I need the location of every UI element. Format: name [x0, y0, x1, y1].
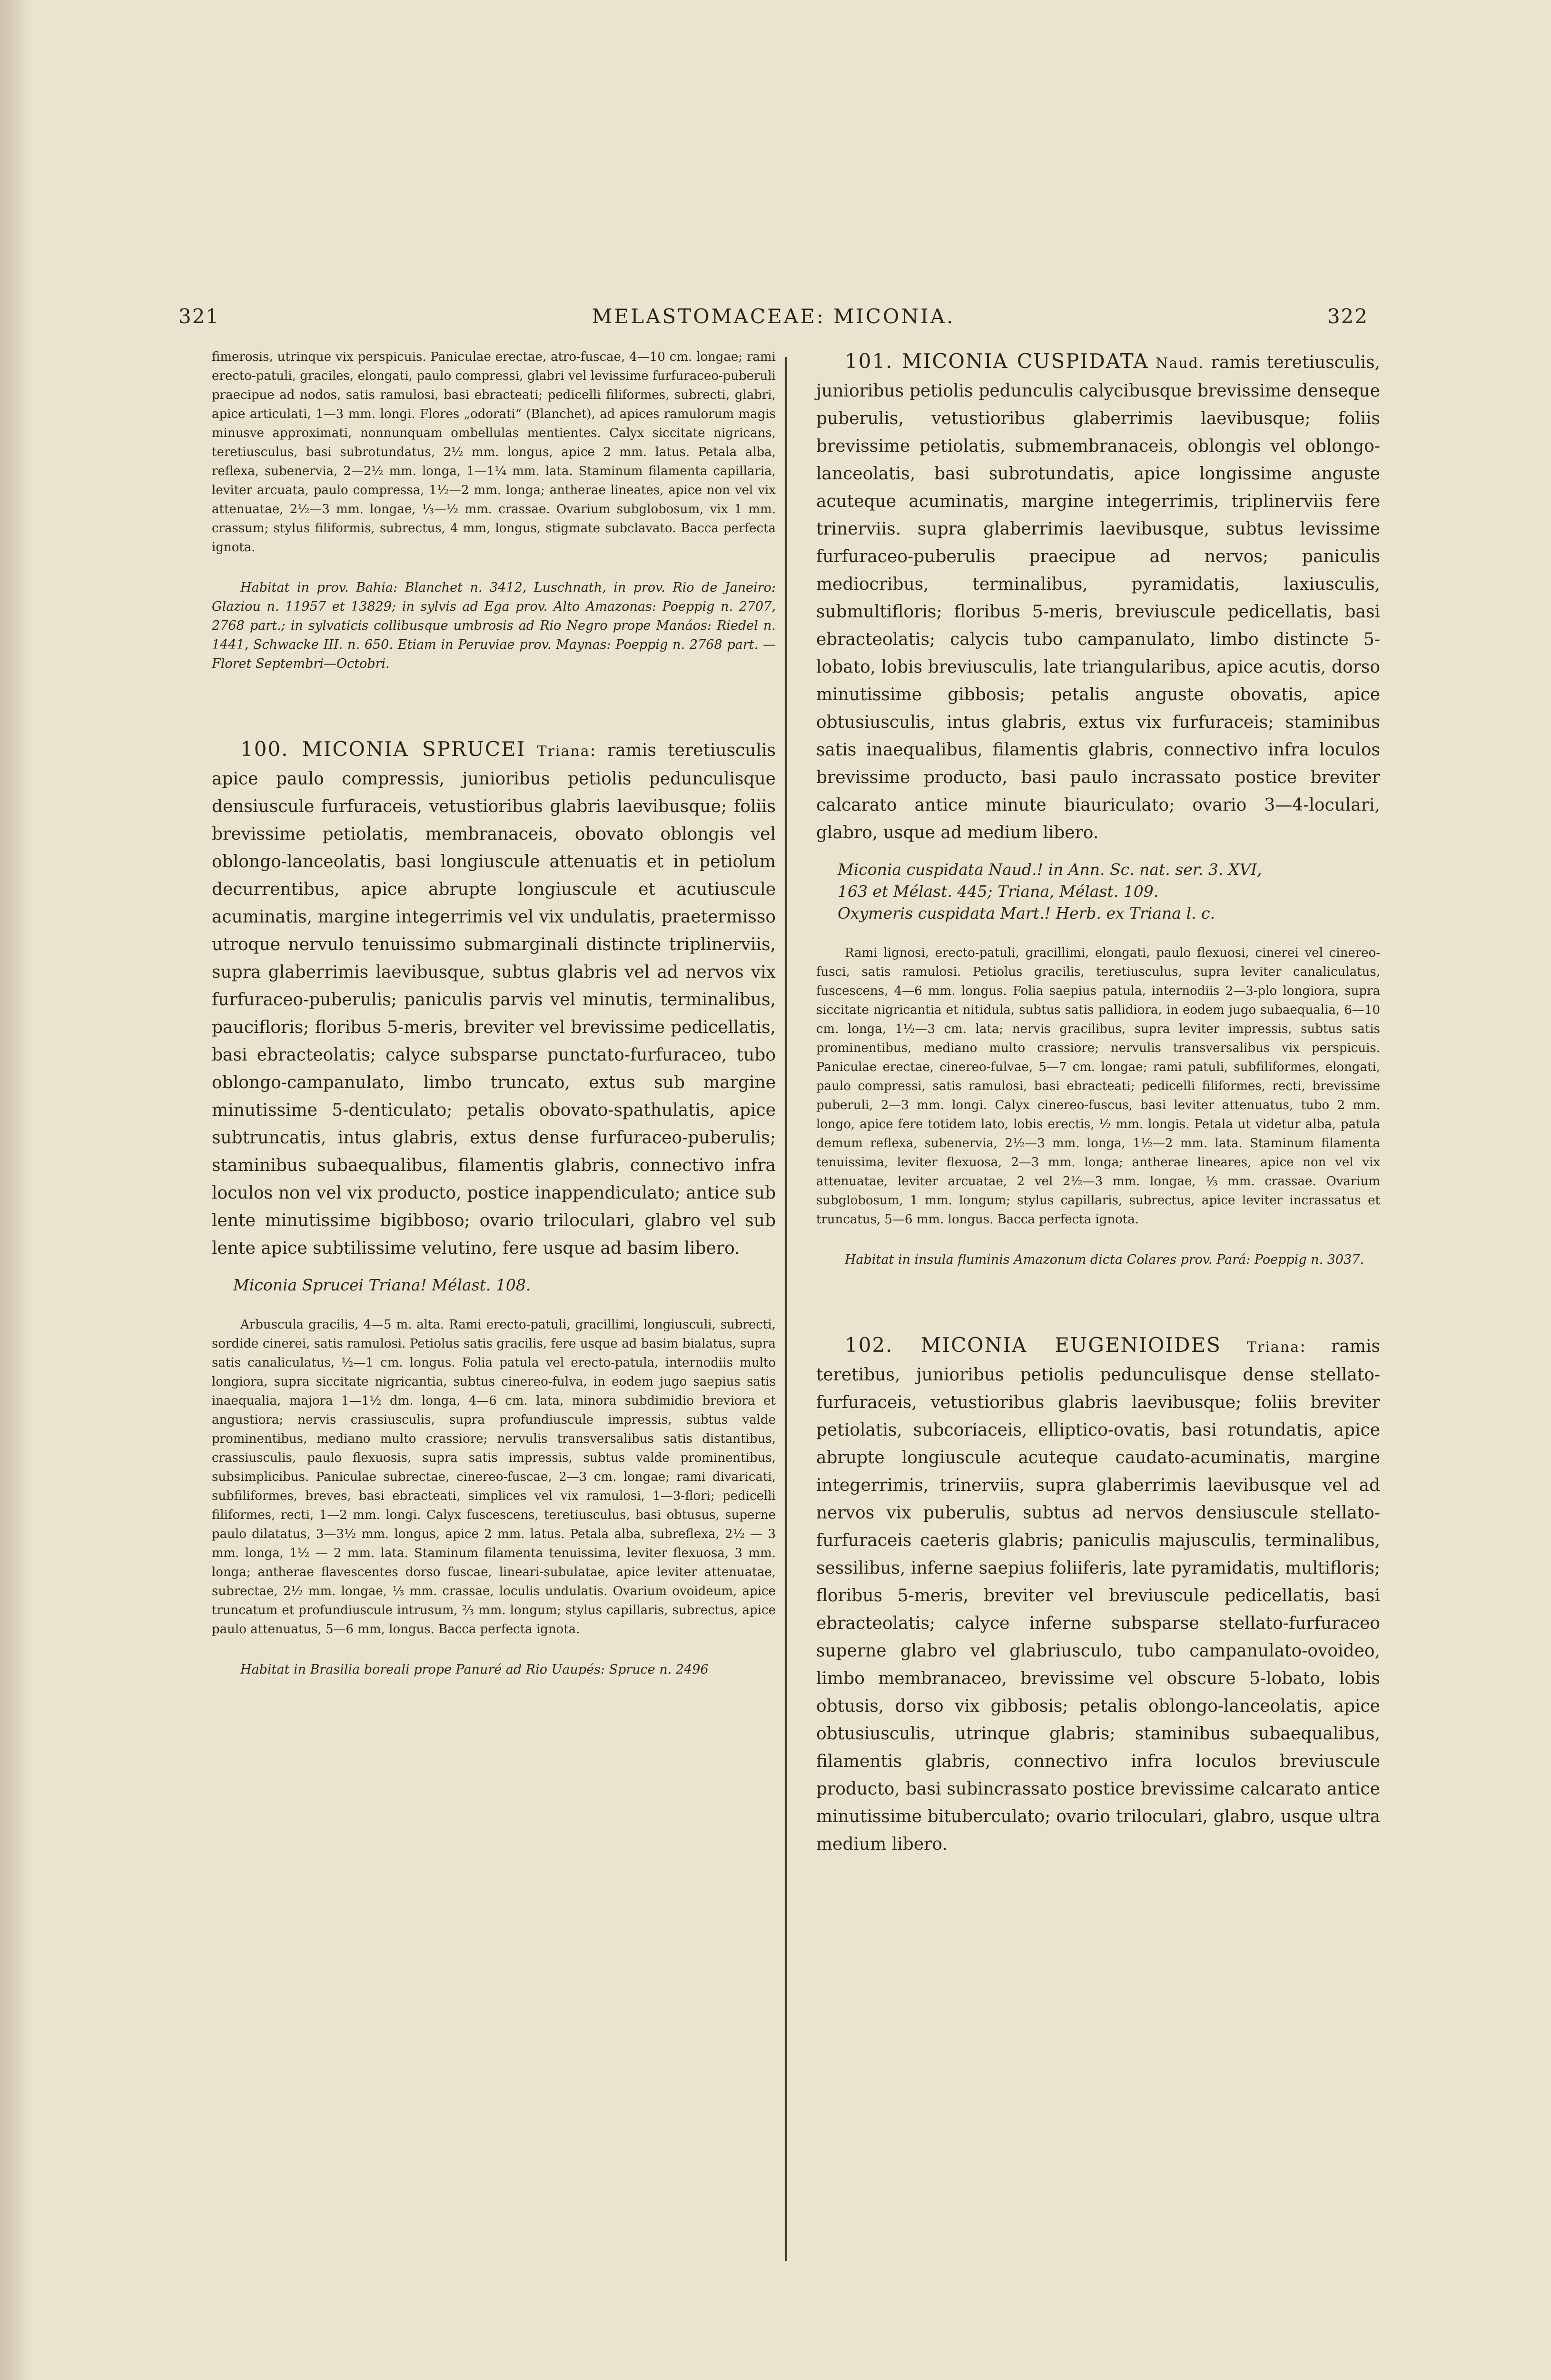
species-101-reference-3: Oxymeris cuspidata Mart.! Herb. ex Triana l. c.	[838, 904, 1215, 922]
left-page-number: 321	[178, 305, 220, 328]
species-101-title: 101. MICONIA CUSPIDATA	[845, 349, 1149, 373]
column-divider	[785, 357, 787, 2261]
gutter-shadow	[0, 0, 33, 2380]
page-header	[178, 305, 1368, 333]
species-100-title: 100. MICONIA SPRUCEI	[240, 737, 526, 761]
species-102-title: 102. MICONIA EUGENIOIDES	[845, 1333, 1221, 1357]
species-101-reference-2: 163 et Mélast. 445; Triana, Mélast. 109.	[838, 882, 1159, 901]
species-100-reference: Miconia Sprucei Triana! Mélast. 108.	[233, 1276, 531, 1294]
species-101-habitat: Habitat in insula fluminis Amazonum dicta Colares prov. Pará: Poeppig n. 3037.	[845, 1252, 1364, 1267]
species-101-author: Naud.	[1156, 355, 1205, 372]
species-101-references	[816, 859, 1380, 924]
species-100-description: Arbuscula gracilis, 4—5 m. alta. Rami erecto-patuli, gracillimi, longiusculi, subrecti, sordide cinerei, satis ramulosi. Petiolus satis gracilis, fere usque ad basim bialatus, supra satis canaliculatus, ½—1 cm. longus. Folia patula vel erecto-patula, internodiis multo longiora, supra siccitate nigricantia, subtus cinereo-fulva, in eodem jugo saepius satis inaequalia, majora 1—1½ dm. longa, 4—6 cm. lata, minora subdimidio breviora et angustiora; nervis crassiusculis, supra profundiuscule impressis, subtus valde prominentibus, mediano multo crassiore; nervulis transversalibus satis distantibus, crassiusculis, paulo flexuosis, supra satis impressis, subtus valde prominentibus, subsimplicibus. Paniculae subrectae, cinereo-fuscae, 2—3 cm. longae; rami divaricati, subfiliformes, breves, basi ebracteati, simplices vel vix ramulosi, 1—3-flori; pedicelli filiformes, recti, 1—2 mm. longi. Calyx fuscescens, teretiusculus, basi obtusus, superne paulo dilatatus, 3—3½ mm. longus, apice 2 mm. latus. Petala alba, subreflexa, 2½ — 3 mm. longa, 1½ — 2 mm. lata. Staminum filamenta tenuissima, leviter flexuosa, 3 mm. longa; antherae flavescentes dorso fuscae, lineari-subulatae, apice leviter attenuatae, subrectae, 2½ mm. longae, ⅓ mm. crassae, loculis undulatis. Ovarium ovoideum, apice truncatum et profundiuscule intrusum, ⅔ mm. longum; stylus capillaris, subrectus, apice paulo attenuatus, 5—6 mm, longus. Bacca perfecta ignota.	[212, 1318, 776, 1636]
running-title: MELASTOMACEAE: MICONIA.	[592, 305, 955, 328]
species-101-description: Rami lignosi, erecto-patuli, gracillimi, elongati, paulo flexuosi, cinerei vel cinereo-fusci, satis ramulosi. Petiolus gracilis, teretiusculus, supra leviter canaliculatus, fuscescens, 4—6 mm. longus. Folia saepius patula, internodiis 2—3-plo longiora, supra siccitate nigricantia et nitidula, subtus satis pallidiora, in eodem jugo subaequalia, 6—10 cm. longa, 1½—3 cm. lata; nervis gracilibus, supra leviter impressis, subtus satis prominentibus, mediano multo crassiore; nervulis transversalibus vix perspicuis. Paniculae erectae, cinereo-fulvae, 5—7 cm. longae; rami patuli, subfiliformes, elongati, paulo compressi, satis ramulosi, basi ebracteati; pedicelli filiformes, recti, brevissime puberuli, 2—3 mm. longi. Calyx cinereo-fuscus, basi leviter attenuatus, tubo 2 mm. longo, apice fere totidem lato, lobis erectis, ½ mm. longis. Petala ut videtur alba, patula demum reflexa, subenervia, 2½—3 mm. longa, 1½—2 mm. lata. Staminum filamenta tenuissima, leviter flexuosa, 2—3 mm. longa; antherae lineares, apice non vel vix attenuatae, leviter arcuatae, 2 vel 2½—3 mm. longae, ⅓ mm. crassae. Ovarium subglobosum, 1 mm. longum; stylus capillaris, subrectus, apice leviter incrassatus et truncatus, 5—6 mm. longus. Bacca perfecta ignota.	[816, 946, 1380, 1227]
continuation-habitat: Habitat in prov. Bahia: Blanchet n. 3412, Luschnath, in prov. Rio de Janeiro: Glaziou n. 11957 et 13829; in sylvis ad Ega prov. Alto Amazonas: Poeppig n. 2707, 2768 part.; in sylvaticis collibusque umbrosis ad Rio Negro prope Manáos: Riedel n. 1441, Schwacke III. n. 650. Etiam in Peruviae prov. Maynas: Poeppig n. 2768 part. — Floret Septembri—Octobri.	[212, 580, 776, 671]
species-102-author: Triana	[1246, 1339, 1300, 1356]
species-100-diagnosis: : ramis teretiusculis apice paulo compressis, junioribus petiolis pedunculisque densiuscule furfuraceis, vetustioribus glabris laevibusque; foliis brevissime petiolatis, membranaceis, obovato oblongis vel oblongo-lanceolatis, basi longiuscule attenuatis et in petiolum decurrentibus, apice abrupte longiuscule et acutiuscule acuminatis, margine integerrimis vel vix undulatis, praetermisso utroque nervulo tenuissimo submarginali distincte triplinerviis, supra glaberrimis laevibusque, subtus glabris vel ad nervos vix furfuraceo-puberulis; paniculis parvis vel minutis, terminalibus, paucifloris; floribus 5-meris, breviter vel brevissime pedicellatis, basi ebracteolatis; calyce subsparse punctato-furfuraceo, tubo oblongo-campanulato, limbo truncato, extus sub margine minutissime 5-denticulato; petalis obovato-spathulatis, apice subtruncatis, intus glabris, extus dense furfuraceo-puberulis; staminibus subaequalibus, filamentis glabris, connectivo infra loculos non vel vix producto, postice inappendiculato; antice sub lente minutissime bigibboso; ovario triloculari, glabro vel sub lente apice subtilissime velutino, fere usque ad basim libero.	[212, 741, 776, 1258]
right-column	[816, 347, 1380, 1858]
species-101-reference-1: Miconia cuspidata Naud.! in Ann. Sc. nat. ser. 3. XVI,	[838, 860, 1262, 879]
species-102-entry	[816, 1331, 1380, 1858]
species-100-habitat: Habitat in Brasilia boreali prope Panuré ad Rio Uaupés: Spruce n. 2496	[240, 1662, 709, 1677]
species-100-author: Triana	[537, 743, 590, 760]
species-102-diagnosis: : ramis teretibus, junioribus petiolis pedunculisque dense stellato-furfuraceis, vetustioribus glabris laevibusque; foliis breviter petiolatis, subcoriaceis, elliptico-ovatis, basi rotundatis, apice abrupte longiuscule acuteque caudato-acuminatis, margine integerrimis, trinerviis, supra glaberrimis laevibusque vel ad nervos vix puberulis, subtus ad nervos densiuscule stellato-furfuraceis caeteris glabris; paniculis majusculis, terminalibus, sessilibus, inferne saepius foliiferis, late pyramidatis, multifloris; floribus 5-meris, breviter vel breviuscule pedicellatis, basi ebracteolatis; calyce inferne subsparse stellato-furfuraceo superne glabro vel glabriusculo, tubo campanulato-ovoideo, limbo membranaceo, brevissime vel obscure 5-lobato, lobis obtusis, dorso vix gibbosis; petalis oblongo-lanceolatis, apice obtusiusculis, utrinque glabris; staminibus subaequalibus, filamentis glabris, connectivo infra loculos breviuscule producto, basi subincrassato postice brevissime calcarato antice minutissime bituberculato; ovario triloculari, glabro, usque ultra medium libero.	[816, 1337, 1380, 1854]
species-100-entry	[212, 735, 776, 1262]
right-page-number: 322	[1327, 305, 1368, 328]
left-column	[212, 347, 776, 1679]
species-101-entry	[816, 347, 1380, 847]
species-100-references	[212, 1274, 776, 1296]
continuation-description: fimerosis, utrinque vix perspicuis. Paniculae erectae, atro-fuscae, 4—10 cm. longae; rami erecto-patuli, graciles, elongati, paulo compressi, glabri vel levissime furfuraceo-puberuli praecipue ad nodos, satis ramulosi, basi ebracteati; pedicelli filiformes, subrecti, glabri, apice articulati, 1—3 mm. longi. Flores „odorati“ (Blanchet), ad apices ramulorum magis minusve approximati, nonnunquam ombellulas mentientes. Calyx siccitate nigricans, teretiusculus, basi subrotundatus, 2½ mm. longus, apice 2 mm. latus. Petala alba, reflexa, subenervia, 2—2½ mm. longa, 1—1¼ mm. lata. Staminum filamenta capillaria, leviter arcuata, paulo compressa, 1½—2 mm. longa; antherae lineates, apice non vel vix attenuatae, 2½—3 mm. longae, ⅓—½ mm. crassae. Ovarium subglobosum, vix 1 mm. crassum; stylus filiformis, subrectus, 4 mm, longus, stigmate subclavato. Bacca perfecta ignota.	[212, 350, 776, 555]
species-101-diagnosis: ramis teretiusculis, junioribus petiolis pedunculis calycibusque brevissime denseque puberulis, vetustioribus glaberrimis laevibusque; foliis brevissime petiolatis, submembranaceis, oblongis vel oblongo-lanceolatis, basi subrotundatis, apice longissime anguste acuteque acuminatis, margine integerrimis, triplinerviis fere trinerviis. supra glaberrimis laevibusque, subtus levissime furfuraceo-puberulis praecipue ad nervos; paniculis mediocribus, terminalibus, pyramidatis, laxiusculis, submultifloris; floribus 5-meris, breviuscule pedicellatis, basi ebracteolatis; calycis tubo campanulato, limbo distincte 5-lobato, lobis breviusculis, late triangularibus, apice acutis, dorso minutissime gibbosis; petalis anguste obovatis, apice obtusiusculis, intus glabris, extus vix furfuraceis; staminibus satis inaequalibus, filamentis glabris, connectivo infra loculos brevissime producto, basi paulo incrassato postice breviter calcarato antice minute biauriculato; ovario 3—4-loculari, glabro, usque ad medium libero.	[816, 353, 1381, 843]
